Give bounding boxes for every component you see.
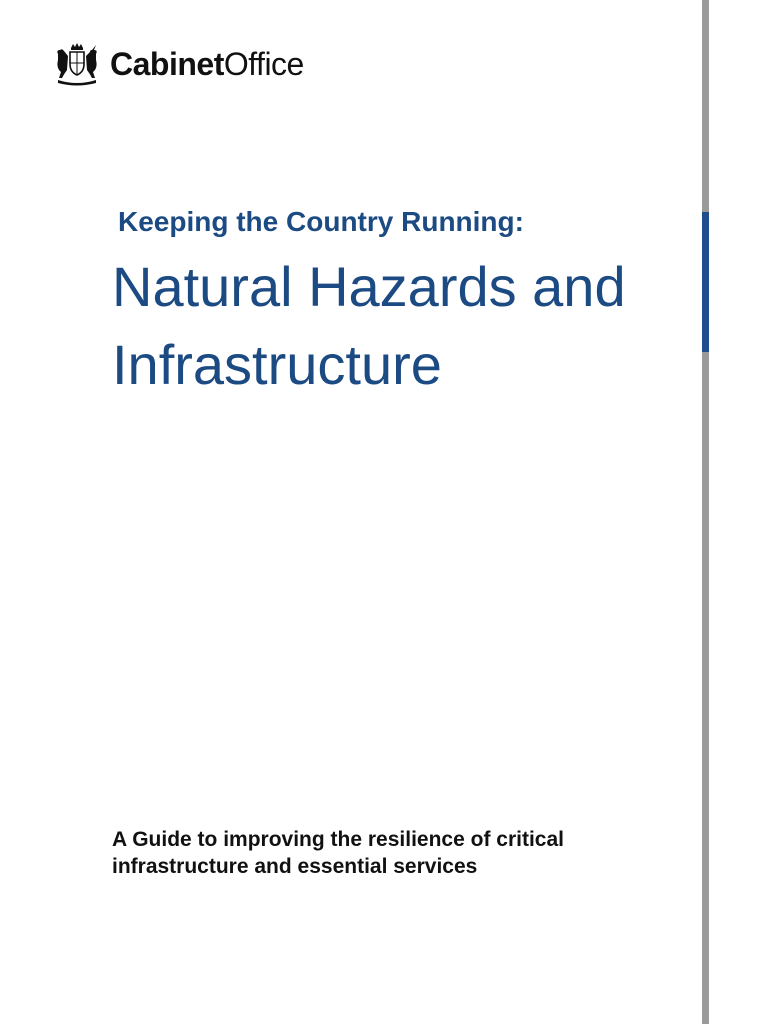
wordmark-light: Office — [223, 46, 304, 82]
page-edge-rule — [702, 0, 709, 1024]
cabinet-office-logo — [52, 40, 304, 88]
cover-title — [112, 248, 702, 405]
cover-title-line-2: Infrastructure — [112, 333, 442, 397]
cover-subtitle-line-2: infrastructure and essential services — [112, 855, 478, 879]
cover-subtitle-line-1: A Guide to improving the resilience of critical — [112, 828, 564, 851]
page-edge-accent — [702, 212, 709, 352]
wordmark-bold: Cabinet — [110, 46, 224, 82]
cover-title-line-1: Natural Hazards and — [112, 255, 626, 318]
royal-coat-of-arms-icon — [52, 42, 102, 86]
cover-kicker: Keeping the Country Running: — [118, 206, 524, 237]
cabinet-office-wordmark — [110, 48, 304, 80]
cover-subtitle — [112, 826, 682, 881]
